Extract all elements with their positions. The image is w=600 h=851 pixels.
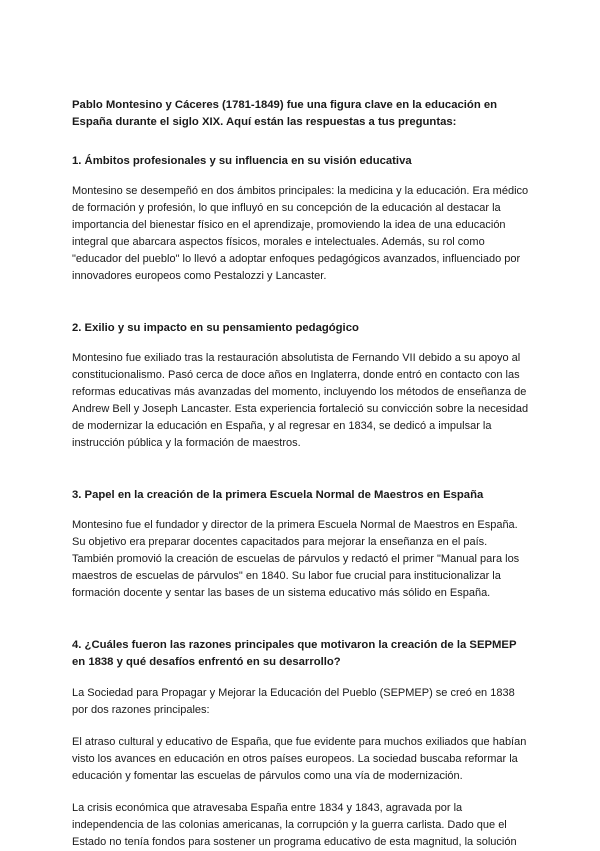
section-4-paragraph-3: La crisis económica que atravesaba España entre 1834 y 1843, agravada por la independencia de las colonias americanas, la corrupción y la guerra carlista. Dado que el Estado no tenía fondos para sostener un programa educativo de esta magnitud, la solución — [72, 802, 517, 848]
section-1 — [72, 153, 530, 285]
intro-paragraph: Pablo Montesino y Cáceres (1781-1849) fue una figura clave en la educación en España durante el siglo XIX. Aquí están las respuestas a tus preguntas: — [72, 99, 498, 128]
section-1-paragraph-1: Montesino se desempeñó en dos ámbitos principales: la medicina y la educación. Era médico de formación y profesión, lo que influyó en su concepción de la educación al destacar la importancia del bienestar físico en el aprendizaje, promoviendo la idea de una educación integral que abarcara aspectos físicos, morales e intelectuales. Además, su rol como "educador del pueblo" lo llevó a adoptar enfoques pedagógicos avanzados, influenciado por innovadores europeos como Pestalozzi y Lancaster. — [72, 185, 529, 282]
section-3-heading: 3. Papel en la creación de la primera Escuela Normal de Maestros en España — [72, 489, 484, 501]
section-2 — [72, 320, 530, 452]
section-4-heading: 4. ¿Cuáles fueron las razones principales que motivaron la creación de la SEPMEP en 1838 y qué desafíos enfrentó en su desarrollo? — [72, 639, 517, 668]
section-4-paragraph-2: El atraso cultural y educativo de España, que fue evidente para muchos exiliados que habían visto los avances en educación en otros países europeos. La sociedad buscaba reformar la educación y fomentar las escuelas de párvulos como una vía de modernización. — [72, 736, 527, 782]
section-3 — [72, 487, 530, 602]
section-3-paragraph-1: Montesino fue el fundador y director de la primera Escuela Normal de Maestros en España. Su objetivo era preparar docentes capacitados para mejorar la enseñanza en el país. También promovió la creación de escuelas de párvulos y redactó el primer "Manual para los maestros de escuelas de párvulos" en 1840. Su labor fue crucial para institucionalizar la formación docente y sentar las bases de un sistema educativo más sólido en España. — [72, 519, 520, 599]
section-4-paragraph-1: La Sociedad para Propagar y Mejorar la Educación del Pueblo (SEPMEP) se creó en 1838 por dos razones principales: — [72, 687, 515, 716]
section-2-heading: 2. Exilio y su impacto en su pensamiento pedagógico — [72, 322, 359, 334]
section-1-heading: 1. Ámbitos profesionales y su influencia en su visión educativa — [72, 155, 412, 167]
section-4 — [72, 637, 530, 851]
section-2-paragraph-1: Montesino fue exiliado tras la restauración absolutista de Fernando VII debido a su apoyo al constitucionalismo. Pasó cerca de doce años en Inglaterra, donde entró en contacto con las reformas educativas más avanzadas del momento, incluyendo los métodos de enseñanza de Andrew Bell y Joseph Lancaster. Esta experiencia fortaleció su convicción sobre la necesidad de modernizar la educación en España, y al regresar en 1834, se dedicó a impulsar la instrucción pública y la formación de maestros. — [72, 352, 529, 449]
